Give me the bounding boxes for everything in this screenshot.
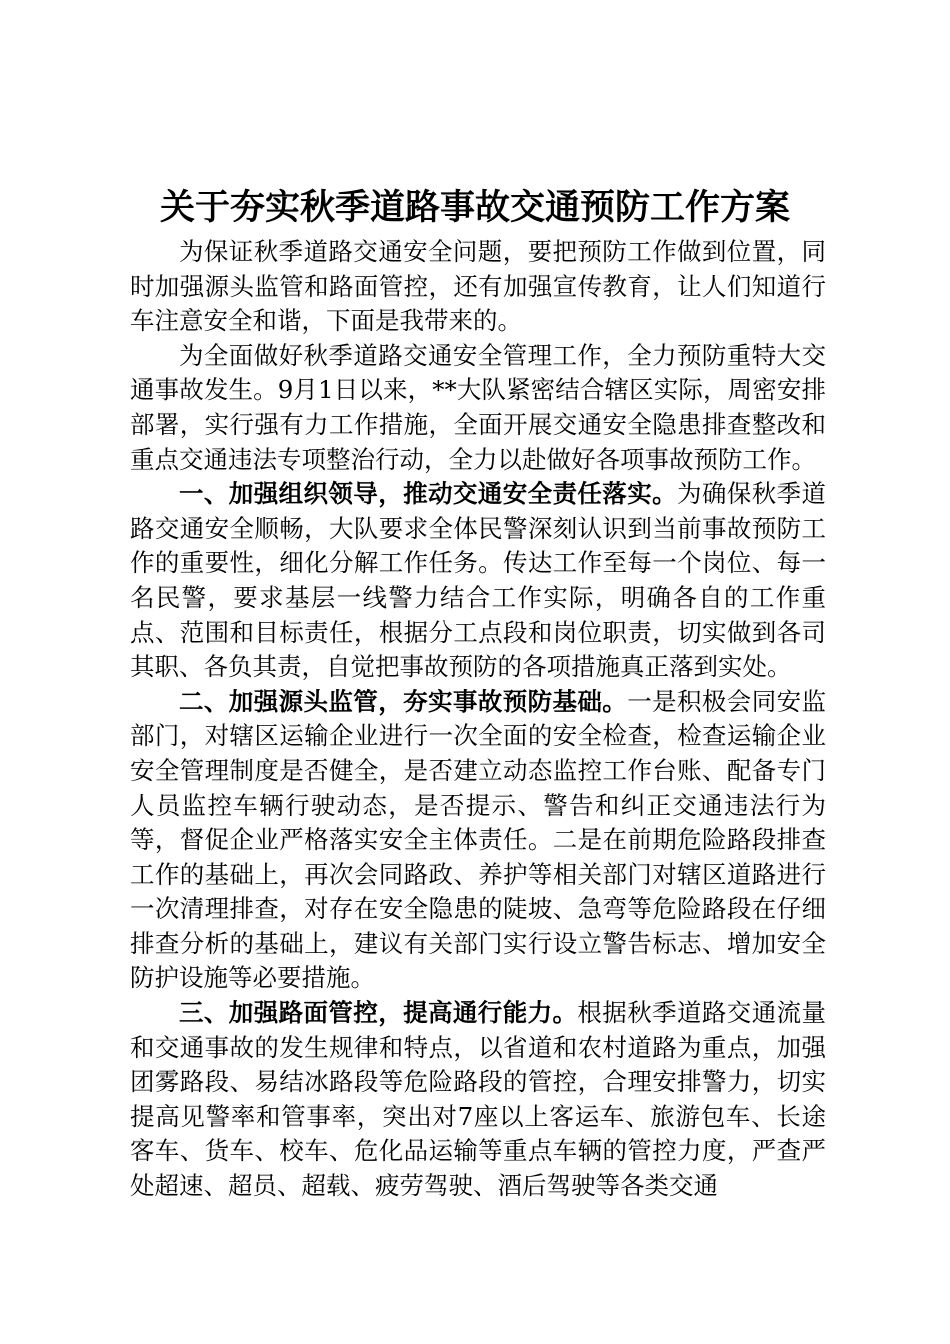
section-3-paragraph (130, 996, 826, 1204)
document-title: 关于夯实秋季道路事故交通预防工作方案 (159, 188, 790, 228)
section-1-paragraph (130, 477, 826, 685)
section-3-heading: 三、加强路面管控，提高通行能力。 (179, 998, 578, 1028)
paragraph-text: 为全面做好秋季道路交通安全管理工作，全力预防重特大交通事故发生。9月1日以来，**大队紧密结合辖区实际，周密安排部署，实行强有力工作措施，全面开展交通安全隐患排查整改和重点交通违法专项整治行动，全力以赴做好各项事故预防工作。 (130, 340, 826, 474)
document-body (130, 235, 826, 1204)
section-1-heading: 一、加强组织领导，推动交通安全责任落实。 (179, 479, 677, 509)
section-3-text: 根据秋季道路交通流量和交通事故的发生规律和特点，以省道和农村道路为重点，加强团雾路段、易结冰路段等危险路段的管控，合理安排警力，切实提高见警率和管事率，突出对7座以上客运车、旅游包车、长途客车、货车、校车、危化品运输等重点车辆的管控力度，严查严处超速、超员、超载、疲劳驾驶、酒后驾驶等各类交通 (130, 998, 827, 1201)
intro-paragraph (130, 235, 826, 339)
section-2-heading: 二、加强源头监管，夯实事故预防基础。 (179, 686, 628, 716)
section-2-paragraph (130, 685, 826, 996)
section-1-text: 为确保秋季道路交通安全顺畅，大队要求全体民警深刻认识到当前事故预防工作的重要性，细化分解工作任务。传达工作至每一个岗位、每一名民警，要求基层一线警力结合工作实际，明确各自的工作重点、范围和目标责任，根据分工点段和岗位职责，切实做到各司其职、各负其责，自觉把事故预防的各项措施真正落到实处。 (130, 479, 826, 682)
overview-paragraph (130, 339, 826, 477)
section-2-text: 一是积极会同安监部门，对辖区运输企业进行一次全面的安全检查，检查运输企业安全管理制度是否健全，是否建立动态监控工作台账、配备专门人员监控车辆行驶动态，是否提示、警告和纠正交通违法行为等，督促企业严格落实安全主体责任。二是在前期危险路段排查工作的基础上，再次会同路政、养护等相关部门对辖区道路进行一次清理排查，对存在安全隐患的陡坡、急弯等危险路段在仔细排查分析的基础上，建议有关部门实行设立警告标志、增加安全防护设施等必要措施。 (130, 686, 827, 993)
paragraph-text: 为保证秋季道路交通安全问题，要把预防工作做到位置，同时加强源头监管和路面管控，还有加强宣传教育，让人们知道行车注意安全和谐，下面是我带来的。 (130, 237, 826, 336)
